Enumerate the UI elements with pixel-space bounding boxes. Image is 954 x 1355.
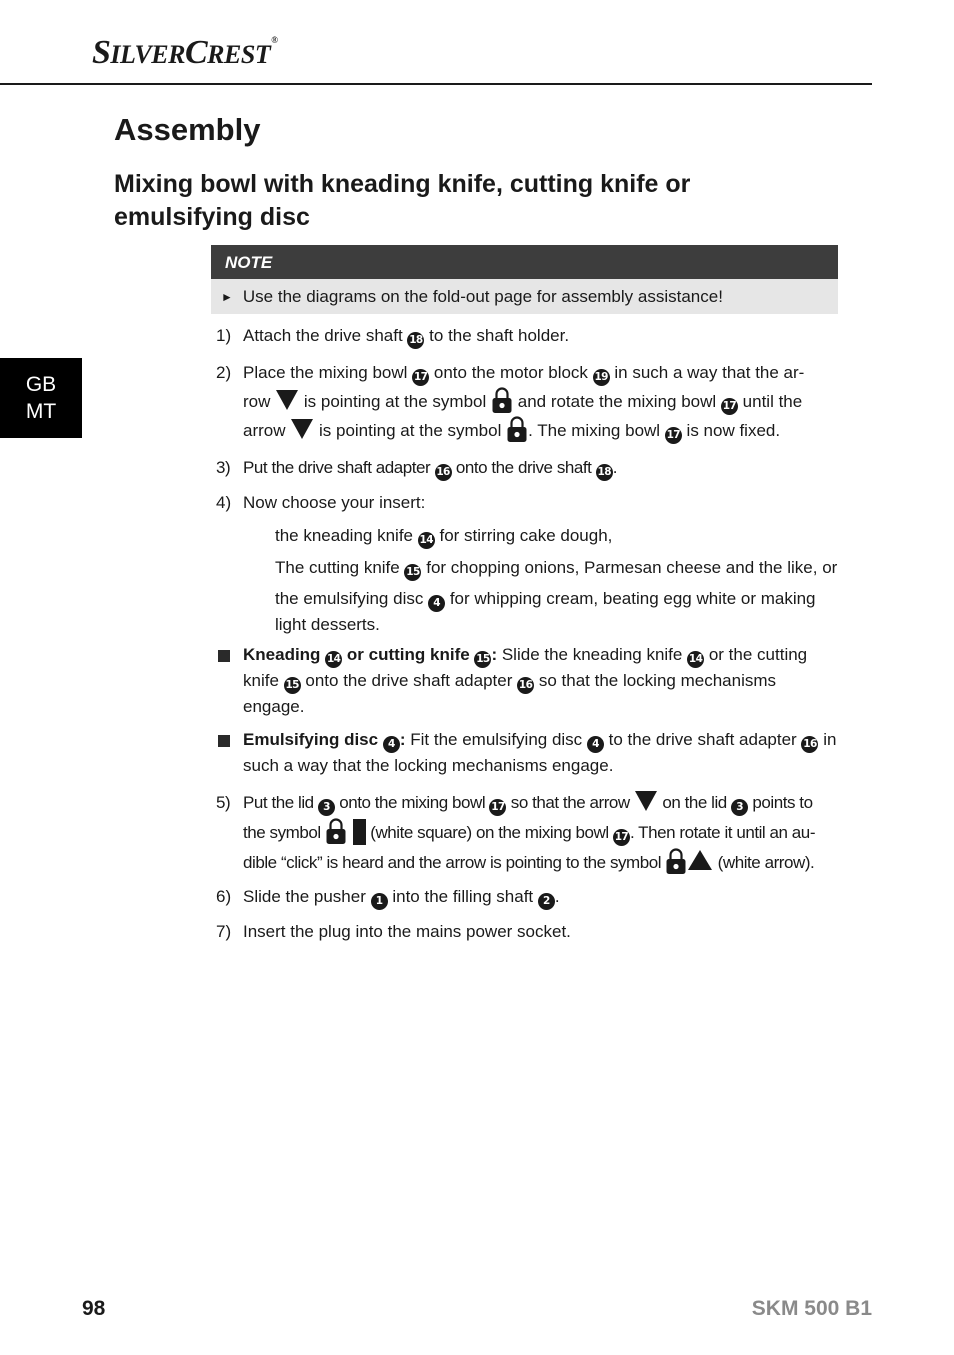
arrow-down-icon [275, 389, 299, 411]
arrow-down-icon [634, 790, 658, 812]
ref-number: 17 [721, 398, 738, 415]
padlock-icon [325, 817, 347, 845]
ref-number: 15 [404, 564, 421, 581]
step-text: (white arrow). [717, 853, 815, 872]
step-text: onto the mixing bowl [339, 793, 486, 812]
step-4 [216, 489, 841, 516]
ref-number: 14 [325, 651, 342, 668]
step-number: 4) [216, 493, 232, 512]
step-number: 6) [216, 887, 232, 906]
step-1 [216, 322, 841, 349]
note-text: Use the diagrams on the fold-out page for assembly assistance! [242, 287, 723, 306]
step-text: Emulsifying disc [243, 730, 379, 749]
choice-cutting-knife [216, 555, 841, 581]
step-text: into the filling shaft [392, 887, 534, 906]
section-title: Assembly [114, 112, 261, 147]
pointer-marker: ► [221, 290, 233, 304]
step-text: . Then rotate it until an au- [629, 823, 816, 842]
step-text: Slide the pusher [243, 887, 366, 906]
step-number: 1) [216, 326, 232, 345]
step-text: onto the drive shaft [455, 458, 592, 477]
step-text: . [554, 887, 560, 906]
note-body [211, 279, 838, 314]
step-text: in such a way that the ar- [614, 363, 805, 382]
step-text: Put the lid [243, 793, 314, 812]
step-text: onto the motor block [433, 363, 588, 382]
step-number: 2) [216, 363, 232, 382]
step-number: 5) [216, 793, 231, 812]
step-text: on the lid [662, 793, 727, 812]
ref-number: 14 [687, 651, 704, 668]
step-text: and rotate the mixing bowl [517, 392, 717, 411]
ref-number: 2 [538, 893, 555, 910]
lang-code-gb: GB [25, 373, 57, 396]
arrow-down-icon [290, 418, 314, 440]
ref-number: 16 [517, 677, 534, 694]
step-number: 3) [216, 458, 231, 477]
ref-number: 18 [596, 464, 613, 481]
ref-number: 3 [318, 799, 335, 816]
model-number: SKM 500 B1 [751, 1297, 872, 1320]
step-text: points to [752, 793, 813, 812]
step-text: is pointing at the symbol [303, 392, 487, 411]
bullet-emulsifying [216, 727, 841, 778]
subsection-title: Mixing bowl with kneading knife, cutting knife or emulsifying disc [114, 170, 691, 231]
step-text: so that the locking mechanisms engage. [243, 671, 777, 716]
step-text: the symbol [243, 823, 321, 842]
ref-number: 16 [435, 464, 452, 481]
step-text: . The mixing bowl [528, 421, 661, 440]
note-box [211, 245, 838, 314]
white-square-symbol [353, 819, 366, 845]
bullet-square [218, 735, 230, 747]
step-text: is pointing at the symbol [318, 421, 502, 440]
step-text: : [491, 645, 498, 664]
step-text: arrow [243, 421, 286, 440]
step-text: : [399, 730, 406, 749]
ref-number: 19 [593, 369, 610, 386]
step-text: to the drive shaft adapter [608, 730, 797, 749]
step-text: to the shaft holder. [429, 326, 570, 345]
ref-number: 1 [371, 893, 388, 910]
step-text: Insert the plug into the mains power socket. [243, 922, 571, 941]
step-text: Put the drive shaft adapter [243, 458, 431, 477]
choice-kneading-knife [216, 523, 841, 549]
ref-number: 17 [412, 369, 429, 386]
step-text: Place the mixing bowl [243, 363, 408, 382]
step-text: (white square) on the mixing bowl [370, 823, 609, 842]
ref-number: 4 [587, 736, 604, 753]
step-7 [216, 918, 841, 945]
ref-number: 14 [418, 532, 435, 549]
step-text: for chopping onions, Parmesan cheese and the like, or [426, 558, 838, 577]
step-text: for whipping cream, beating egg white or making light desserts. [275, 589, 816, 634]
step-text: or the cutting knife [243, 645, 808, 690]
ref-number: 16 [801, 736, 818, 753]
bullet-square [218, 650, 230, 662]
step-text: the emulsifying disc [275, 589, 424, 608]
bullet-kneading-cutting [216, 642, 841, 719]
step-2 [216, 359, 841, 444]
padlock-icon [491, 386, 513, 414]
step-text: dible “click” is heard and the arrow is pointing to the symbol [243, 853, 662, 872]
step-number: 7) [216, 922, 232, 941]
step-text: onto the drive shaft adapter [305, 671, 513, 690]
step-text: Attach the drive shaft [243, 326, 403, 345]
ref-number: 4 [383, 736, 400, 753]
page-number: 98 [82, 1297, 106, 1320]
padlock-icon [506, 415, 528, 443]
assembly-steps [216, 322, 841, 945]
step-text: Fit the emulsifying disc [410, 730, 583, 749]
ref-number: 17 [665, 427, 682, 444]
padlock-icon [665, 847, 687, 875]
ref-number: 15 [284, 677, 301, 694]
choice-emulsifying-disc [216, 586, 841, 637]
step-text: the kneading knife [275, 526, 413, 545]
language-tab [0, 358, 82, 438]
brand-logo: SILVERCREST® [92, 34, 278, 71]
ref-number: 4 [428, 595, 445, 612]
note-heading: NOTE [211, 245, 838, 279]
ref-number: 15 [474, 651, 491, 668]
step-text: . [612, 458, 617, 477]
step-text: for stirring cake dough, [439, 526, 613, 545]
step-text: Kneading [243, 645, 321, 664]
ref-number: 18 [407, 332, 424, 349]
step-3 [216, 454, 841, 481]
ref-number: 17 [489, 799, 506, 816]
step-5 [216, 788, 841, 877]
step-text: so that the arrow [510, 793, 630, 812]
step-text: until the [742, 392, 803, 411]
ref-number: 17 [613, 829, 630, 846]
step-text: Now choose your insert: [243, 493, 426, 512]
step-text: Slide the kneading knife [501, 645, 683, 664]
step-text: or cutting knife [346, 645, 470, 664]
step-text: in such a way that the locking mechanisms engage. [243, 730, 837, 775]
step-text: The cutting knife [275, 558, 400, 577]
lang-code-mt: MT [25, 400, 57, 423]
arrow-up-icon [687, 849, 713, 871]
step-text: is now fixed. [686, 421, 781, 440]
ref-number: 3 [731, 799, 748, 816]
step-text: row [243, 392, 271, 411]
step-6 [216, 883, 841, 910]
header-rule [0, 83, 872, 85]
